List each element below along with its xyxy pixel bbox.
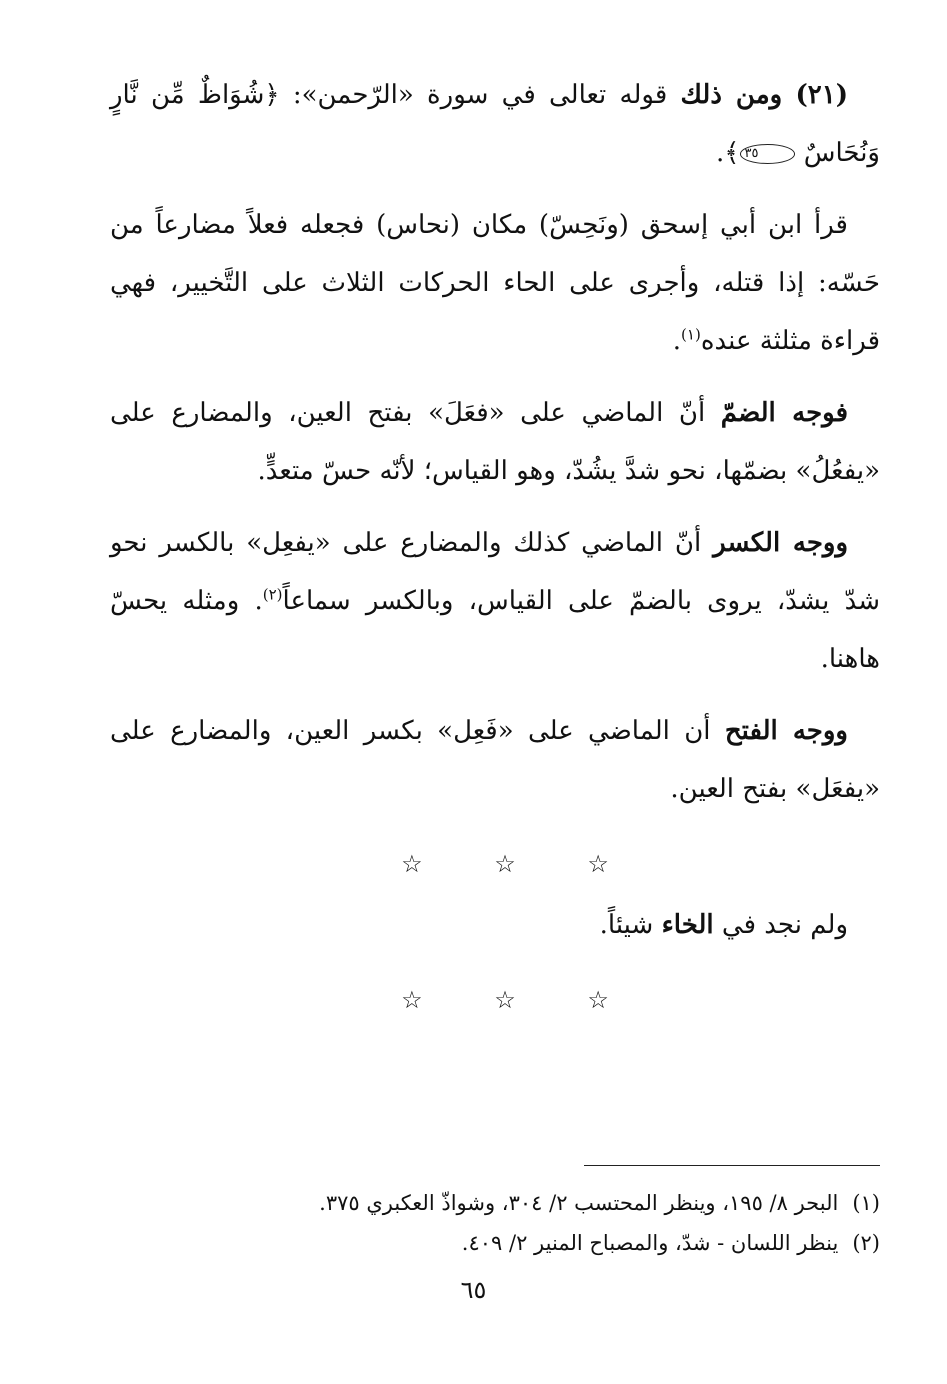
footnote-number: (١)	[852, 1191, 880, 1215]
paragraph-bold-word: الخاء	[661, 910, 714, 940]
ayah-number-marker: ٣٥	[740, 144, 796, 164]
paragraph-fatha	[110, 702, 880, 818]
quote-close: ﴾.	[716, 138, 740, 168]
footnote-number: (٢)	[852, 1231, 880, 1255]
footnote-divider	[584, 1165, 880, 1166]
paragraph-end: .	[672, 326, 682, 356]
star-separator: ☆ ☆ ☆	[401, 986, 641, 1014]
footnote-text: البحر ٨/ ١٩٥، وينظر المحتسب ٢/ ٣٠٤، وشواذّ العكبري ٣٧٥.	[319, 1191, 839, 1215]
paragraph-reading	[110, 196, 880, 370]
footnote-ref-2: (٢)	[262, 585, 283, 604]
paragraph-number: (٢١)	[795, 80, 848, 110]
paragraph-lead: فوجه الضمّ	[720, 398, 849, 428]
paragraph-text: أن الماضي على «فَعِل» بكسر العين، والمضارع على «يفعَل» بفتح العين.	[110, 716, 880, 804]
paragraph-end: . ومثله يحسّ هاهنا.	[110, 586, 880, 674]
paragraph-text: أنّ الماضي على «فعَلَ» بفتح العين، والمضارع على «يفعُلُ» بضمّها، نحو شدَّ يشُدّ، وهو القياس؛ لأنّه حسّ متعدٍّ.	[110, 398, 880, 486]
paragraph-khaa	[110, 896, 880, 954]
paragraph-text: ولم نجد في	[721, 910, 848, 940]
paragraph-21	[110, 66, 880, 182]
star-separator: ☆ ☆ ☆	[401, 850, 641, 878]
paragraph-damma	[110, 384, 880, 500]
footnotes	[110, 1183, 880, 1263]
footnote-1	[110, 1183, 880, 1223]
footnote-text: ينظر اللسان - شدّ، والمصباح المنير ٢/ ٤٠٩.	[461, 1231, 839, 1255]
paragraph-kasra	[110, 514, 880, 688]
main-text	[110, 66, 880, 1032]
paragraph-lead: ومن ذلك	[680, 80, 783, 110]
paragraph-lead: ووجه الفتح	[724, 716, 848, 746]
paragraph-lead: ووجه الكسر	[713, 528, 849, 558]
paragraph-text-end: شيئاً.	[599, 910, 654, 940]
paragraph-text: قوله تعالى في سورة «الرّحمن»: ﴿شُوَاظٌ مِّن نَّارٍ وَنُحَاسٌ	[110, 80, 880, 168]
paragraph-text: قرأ ابن أبي إسحق (ونَحِسّ) مكان (نحاس) فجعله فعلاً مضارعاً من حَسّه: إذا قتله، وأجرى على الحاء الحركات الثلاث على التَّخيير، فهي قراءة مثلثة عنده	[110, 210, 880, 356]
paragraph-text: أنّ الماضي كذلك والمضارع على «يفعِل» بالكسر نحو شدّ يشدّ، يروى بالضمّ على القياس، وبالكسر سماعاً	[110, 528, 880, 616]
page-number: ٦٥	[460, 1276, 487, 1304]
footnote-2	[110, 1223, 880, 1263]
footnote-ref-1: (١)	[681, 325, 701, 344]
